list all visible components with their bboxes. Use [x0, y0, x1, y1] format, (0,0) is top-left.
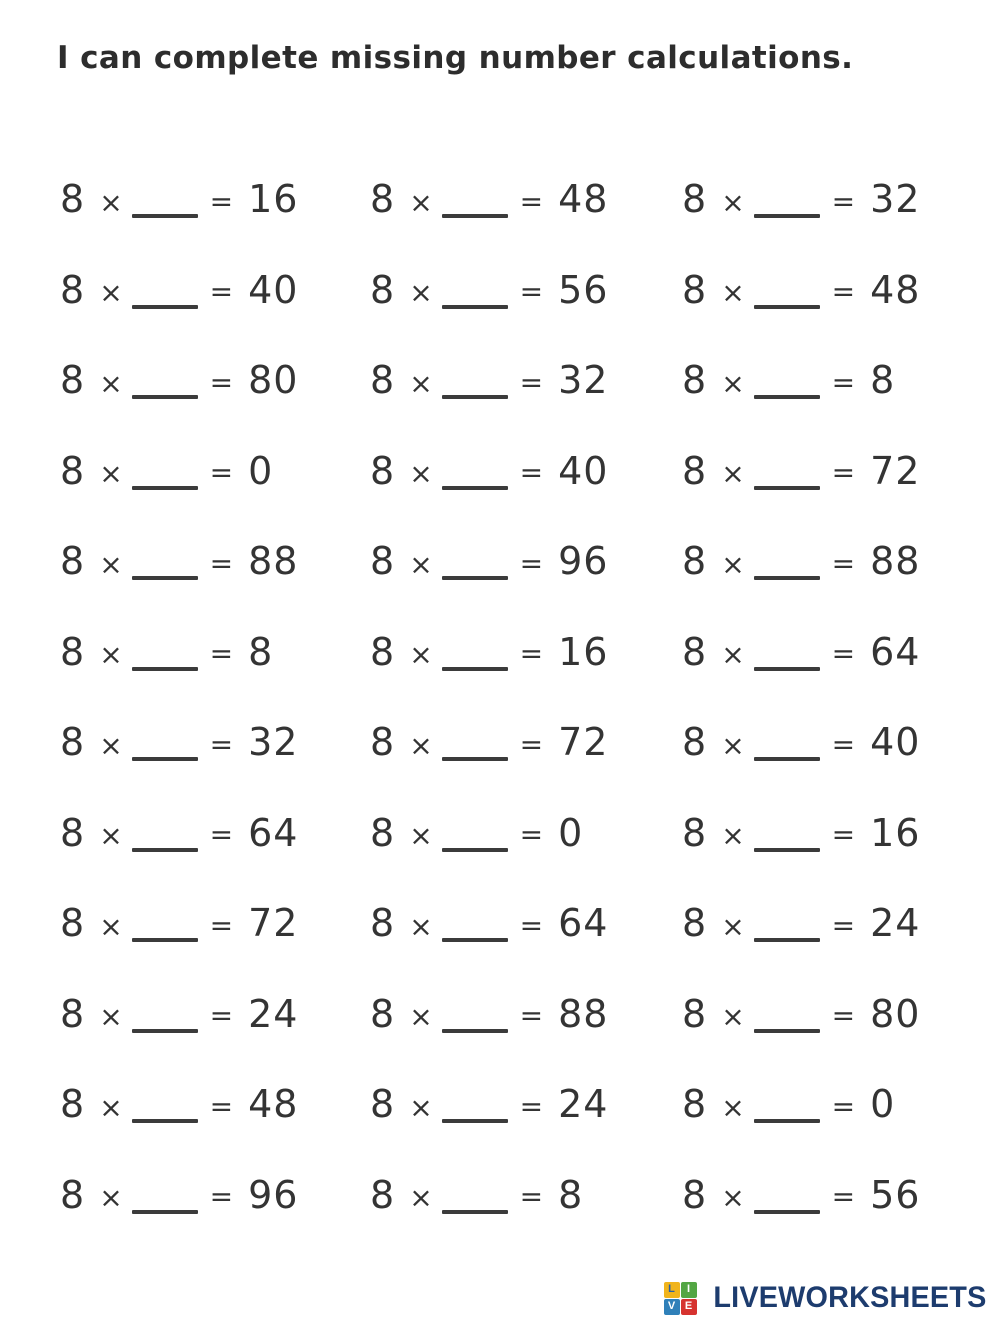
- product-value: 0: [870, 1082, 896, 1127]
- times-symbol: ×: [721, 366, 746, 400]
- product-value: 72: [870, 448, 921, 493]
- problem-item: [682, 449, 970, 493]
- product-value: 32: [248, 720, 299, 765]
- equals-symbol: =: [209, 365, 235, 399]
- equals-symbol: =: [209, 637, 235, 671]
- equals-symbol: =: [209, 456, 235, 490]
- problem-item: [370, 720, 682, 764]
- factor-label: 8: [60, 267, 86, 312]
- times-symbol: ×: [99, 819, 124, 853]
- factor-label: 8: [682, 1172, 708, 1217]
- times-symbol: ×: [409, 728, 434, 762]
- problem-item: [370, 449, 682, 493]
- factor-label: 8: [370, 448, 396, 493]
- liveworksheets-logo-icon: [664, 1282, 697, 1315]
- equals-symbol: =: [519, 365, 545, 399]
- equals-symbol: =: [831, 637, 857, 671]
- times-symbol: ×: [409, 547, 434, 581]
- problem-item: [370, 539, 682, 583]
- answer-blank-field[interactable]: [132, 757, 198, 761]
- equals-symbol: =: [209, 908, 235, 942]
- problem-item: [682, 901, 970, 945]
- equals-symbol: =: [831, 1089, 857, 1123]
- worksheet-title: I can complete missing number calculations.: [57, 40, 854, 76]
- equals-symbol: =: [209, 275, 235, 309]
- product-value: 40: [248, 267, 299, 312]
- problem-item: [60, 811, 370, 855]
- product-value: 48: [870, 267, 921, 312]
- equals-symbol: =: [519, 908, 545, 942]
- answer-blank-field[interactable]: [442, 938, 508, 942]
- answer-blank-field[interactable]: [754, 486, 820, 490]
- equals-symbol: =: [519, 275, 545, 309]
- equals-symbol: =: [519, 456, 545, 490]
- answer-blank-field[interactable]: [132, 1119, 198, 1123]
- factor-label: 8: [370, 810, 396, 855]
- answer-blank-field[interactable]: [442, 757, 508, 761]
- problem-item: [370, 1082, 682, 1126]
- times-symbol: ×: [409, 638, 434, 672]
- problem-item: [370, 630, 682, 674]
- factor-label: 8: [60, 1172, 86, 1217]
- product-value: 40: [558, 448, 609, 493]
- product-value: 88: [558, 991, 609, 1036]
- logo-letter-square: L: [664, 1282, 680, 1298]
- product-value: 16: [870, 810, 921, 855]
- problem-item: [370, 1173, 682, 1217]
- factor-label: 8: [60, 539, 86, 584]
- product-value: 32: [870, 177, 921, 222]
- product-value: 32: [558, 358, 609, 403]
- answer-blank-field[interactable]: [442, 1119, 508, 1123]
- equals-symbol: =: [209, 184, 235, 218]
- product-value: 56: [870, 1172, 921, 1217]
- problem-item: [682, 1082, 970, 1126]
- problem-item: [60, 358, 370, 402]
- product-value: 24: [248, 991, 299, 1036]
- answer-blank-field[interactable]: [754, 667, 820, 671]
- times-symbol: ×: [99, 276, 124, 310]
- answer-blank-field[interactable]: [442, 305, 508, 309]
- factor-label: 8: [370, 1172, 396, 1217]
- factor-label: 8: [60, 720, 86, 765]
- problem-item: [682, 358, 970, 402]
- factor-label: 8: [60, 810, 86, 855]
- times-symbol: ×: [99, 185, 124, 219]
- factor-label: 8: [682, 991, 708, 1036]
- factor-label: 8: [682, 177, 708, 222]
- equals-symbol: =: [209, 818, 235, 852]
- equals-symbol: =: [209, 1180, 235, 1214]
- product-value: 16: [248, 177, 299, 222]
- times-symbol: ×: [721, 1181, 746, 1215]
- times-symbol: ×: [99, 728, 124, 762]
- product-value: 48: [558, 177, 609, 222]
- times-symbol: ×: [409, 276, 434, 310]
- logo-letter-square: I: [681, 1282, 697, 1298]
- problem-item: [370, 901, 682, 945]
- product-value: 64: [248, 810, 299, 855]
- answer-blank-field[interactable]: [754, 305, 820, 309]
- product-value: 24: [558, 1082, 609, 1127]
- product-value: 48: [248, 1082, 299, 1127]
- brand-name: LIVEWORKSHEETS: [712, 1281, 986, 1314]
- product-value: 88: [870, 539, 921, 584]
- times-symbol: ×: [721, 547, 746, 581]
- answer-blank-field[interactable]: [442, 667, 508, 671]
- times-symbol: ×: [409, 819, 434, 853]
- times-symbol: ×: [721, 1090, 746, 1124]
- factor-label: 8: [60, 629, 86, 674]
- equals-symbol: =: [831, 184, 857, 218]
- answer-blank-field[interactable]: [442, 848, 508, 852]
- factor-label: 8: [682, 629, 708, 674]
- factor-label: 8: [370, 358, 396, 403]
- logo-letter-square: E: [681, 1299, 697, 1315]
- product-value: 8: [558, 1172, 584, 1217]
- factor-label: 8: [682, 448, 708, 493]
- answer-blank-field[interactable]: [442, 1029, 508, 1033]
- equals-symbol: =: [209, 999, 235, 1033]
- product-value: 96: [248, 1172, 299, 1217]
- answer-blank-field[interactable]: [442, 214, 508, 218]
- times-symbol: ×: [409, 909, 434, 943]
- problem-item: [682, 992, 970, 1036]
- equals-symbol: =: [519, 546, 545, 580]
- times-symbol: ×: [721, 909, 746, 943]
- answer-blank-field[interactable]: [132, 667, 198, 671]
- product-value: 8: [248, 629, 274, 674]
- equals-symbol: =: [519, 1089, 545, 1123]
- factor-label: 8: [60, 358, 86, 403]
- equals-symbol: =: [831, 456, 857, 490]
- equals-symbol: =: [519, 818, 545, 852]
- answer-blank-field[interactable]: [442, 395, 508, 399]
- factor-label: 8: [370, 991, 396, 1036]
- answer-blank-field[interactable]: [754, 1210, 820, 1214]
- times-symbol: ×: [99, 1090, 124, 1124]
- answer-blank-field[interactable]: [132, 1029, 198, 1033]
- times-symbol: ×: [409, 1181, 434, 1215]
- answer-blank-field[interactable]: [132, 395, 198, 399]
- equals-symbol: =: [209, 727, 235, 761]
- factor-label: 8: [682, 901, 708, 946]
- answer-blank-field[interactable]: [442, 576, 508, 580]
- times-symbol: ×: [721, 276, 746, 310]
- factor-label: 8: [682, 720, 708, 765]
- answer-blank-field[interactable]: [132, 486, 198, 490]
- answer-blank-field[interactable]: [754, 1119, 820, 1123]
- factor-label: 8: [60, 1082, 86, 1127]
- problem-item: [60, 720, 370, 764]
- equals-symbol: =: [831, 727, 857, 761]
- factor-label: 8: [60, 901, 86, 946]
- problems-grid: [60, 154, 970, 1240]
- answer-blank-field[interactable]: [442, 1210, 508, 1214]
- equals-symbol: =: [831, 818, 857, 852]
- answer-blank-field[interactable]: [132, 305, 198, 309]
- problem-item: [682, 630, 970, 674]
- problem-item: [682, 1173, 970, 1217]
- equals-symbol: =: [831, 275, 857, 309]
- problem-item: [682, 177, 970, 221]
- times-symbol: ×: [99, 366, 124, 400]
- answer-blank-field[interactable]: [754, 1029, 820, 1033]
- answer-blank-field[interactable]: [132, 938, 198, 942]
- product-value: 56: [558, 267, 609, 312]
- problem-item: [370, 811, 682, 855]
- factor-label: 8: [370, 720, 396, 765]
- problem-item: [60, 1082, 370, 1126]
- product-value: 24: [870, 901, 921, 946]
- times-symbol: ×: [99, 547, 124, 581]
- times-symbol: ×: [99, 1181, 124, 1215]
- times-symbol: ×: [99, 909, 124, 943]
- times-symbol: ×: [99, 457, 124, 491]
- equals-symbol: =: [209, 1089, 235, 1123]
- problem-item: [682, 720, 970, 764]
- problem-item: [682, 811, 970, 855]
- factor-label: 8: [682, 539, 708, 584]
- problem-item: [370, 992, 682, 1036]
- times-symbol: ×: [409, 457, 434, 491]
- answer-blank-field[interactable]: [132, 1210, 198, 1214]
- problem-item: [682, 268, 970, 312]
- problem-item: [60, 901, 370, 945]
- factor-label: 8: [60, 448, 86, 493]
- answer-blank-field[interactable]: [132, 576, 198, 580]
- product-value: 0: [248, 448, 274, 493]
- answer-blank-field[interactable]: [132, 214, 198, 218]
- factor-label: 8: [370, 177, 396, 222]
- product-value: 16: [558, 629, 609, 674]
- equals-symbol: =: [519, 637, 545, 671]
- equals-symbol: =: [209, 546, 235, 580]
- problem-item: [370, 358, 682, 402]
- product-value: 80: [870, 991, 921, 1036]
- factor-label: 8: [370, 1082, 396, 1127]
- answer-blank-field[interactable]: [754, 395, 820, 399]
- equals-symbol: =: [831, 908, 857, 942]
- footer: [664, 1281, 987, 1315]
- equals-symbol: =: [519, 727, 545, 761]
- times-symbol: ×: [409, 1090, 434, 1124]
- factor-label: 8: [60, 177, 86, 222]
- equals-symbol: =: [831, 546, 857, 580]
- answer-blank-field[interactable]: [132, 848, 198, 852]
- times-symbol: ×: [409, 185, 434, 219]
- problem-item: [60, 177, 370, 221]
- factor-label: 8: [370, 901, 396, 946]
- answer-blank-field[interactable]: [754, 214, 820, 218]
- factor-label: 8: [682, 810, 708, 855]
- equals-symbol: =: [831, 999, 857, 1033]
- problem-item: [682, 539, 970, 583]
- logo-letter-square: V: [664, 1299, 680, 1315]
- factor-label: 8: [60, 991, 86, 1036]
- product-value: 80: [248, 358, 299, 403]
- equals-symbol: =: [519, 184, 545, 218]
- problem-item: [60, 449, 370, 493]
- factor-label: 8: [370, 539, 396, 584]
- factor-label: 8: [682, 267, 708, 312]
- problem-item: [370, 268, 682, 312]
- answer-blank-field[interactable]: [754, 576, 820, 580]
- problem-item: [60, 539, 370, 583]
- times-symbol: ×: [721, 638, 746, 672]
- problem-item: [370, 177, 682, 221]
- product-value: 40: [870, 720, 921, 765]
- times-symbol: ×: [721, 728, 746, 762]
- equals-symbol: =: [831, 1180, 857, 1214]
- times-symbol: ×: [721, 185, 746, 219]
- product-value: 72: [558, 720, 609, 765]
- product-value: 96: [558, 539, 609, 584]
- product-value: 0: [558, 810, 584, 855]
- times-symbol: ×: [721, 819, 746, 853]
- factor-label: 8: [682, 358, 708, 403]
- times-symbol: ×: [409, 1000, 434, 1034]
- product-value: 72: [248, 901, 299, 946]
- problem-item: [60, 630, 370, 674]
- factor-label: 8: [682, 1082, 708, 1127]
- problem-item: [60, 268, 370, 312]
- problem-item: [60, 992, 370, 1036]
- product-value: 64: [870, 629, 921, 674]
- times-symbol: ×: [99, 1000, 124, 1034]
- equals-symbol: =: [519, 999, 545, 1033]
- times-symbol: ×: [721, 457, 746, 491]
- answer-blank-field[interactable]: [754, 938, 820, 942]
- factor-label: 8: [370, 267, 396, 312]
- equals-symbol: =: [519, 1180, 545, 1214]
- problem-item: [60, 1173, 370, 1217]
- times-symbol: ×: [99, 638, 124, 672]
- times-symbol: ×: [409, 366, 434, 400]
- product-value: 88: [248, 539, 299, 584]
- times-symbol: ×: [721, 1000, 746, 1034]
- product-value: 8: [870, 358, 896, 403]
- answer-blank-field[interactable]: [442, 486, 508, 490]
- answer-blank-field[interactable]: [754, 848, 820, 852]
- factor-label: 8: [370, 629, 396, 674]
- answer-blank-field[interactable]: [754, 757, 820, 761]
- equals-symbol: =: [831, 365, 857, 399]
- product-value: 64: [558, 901, 609, 946]
